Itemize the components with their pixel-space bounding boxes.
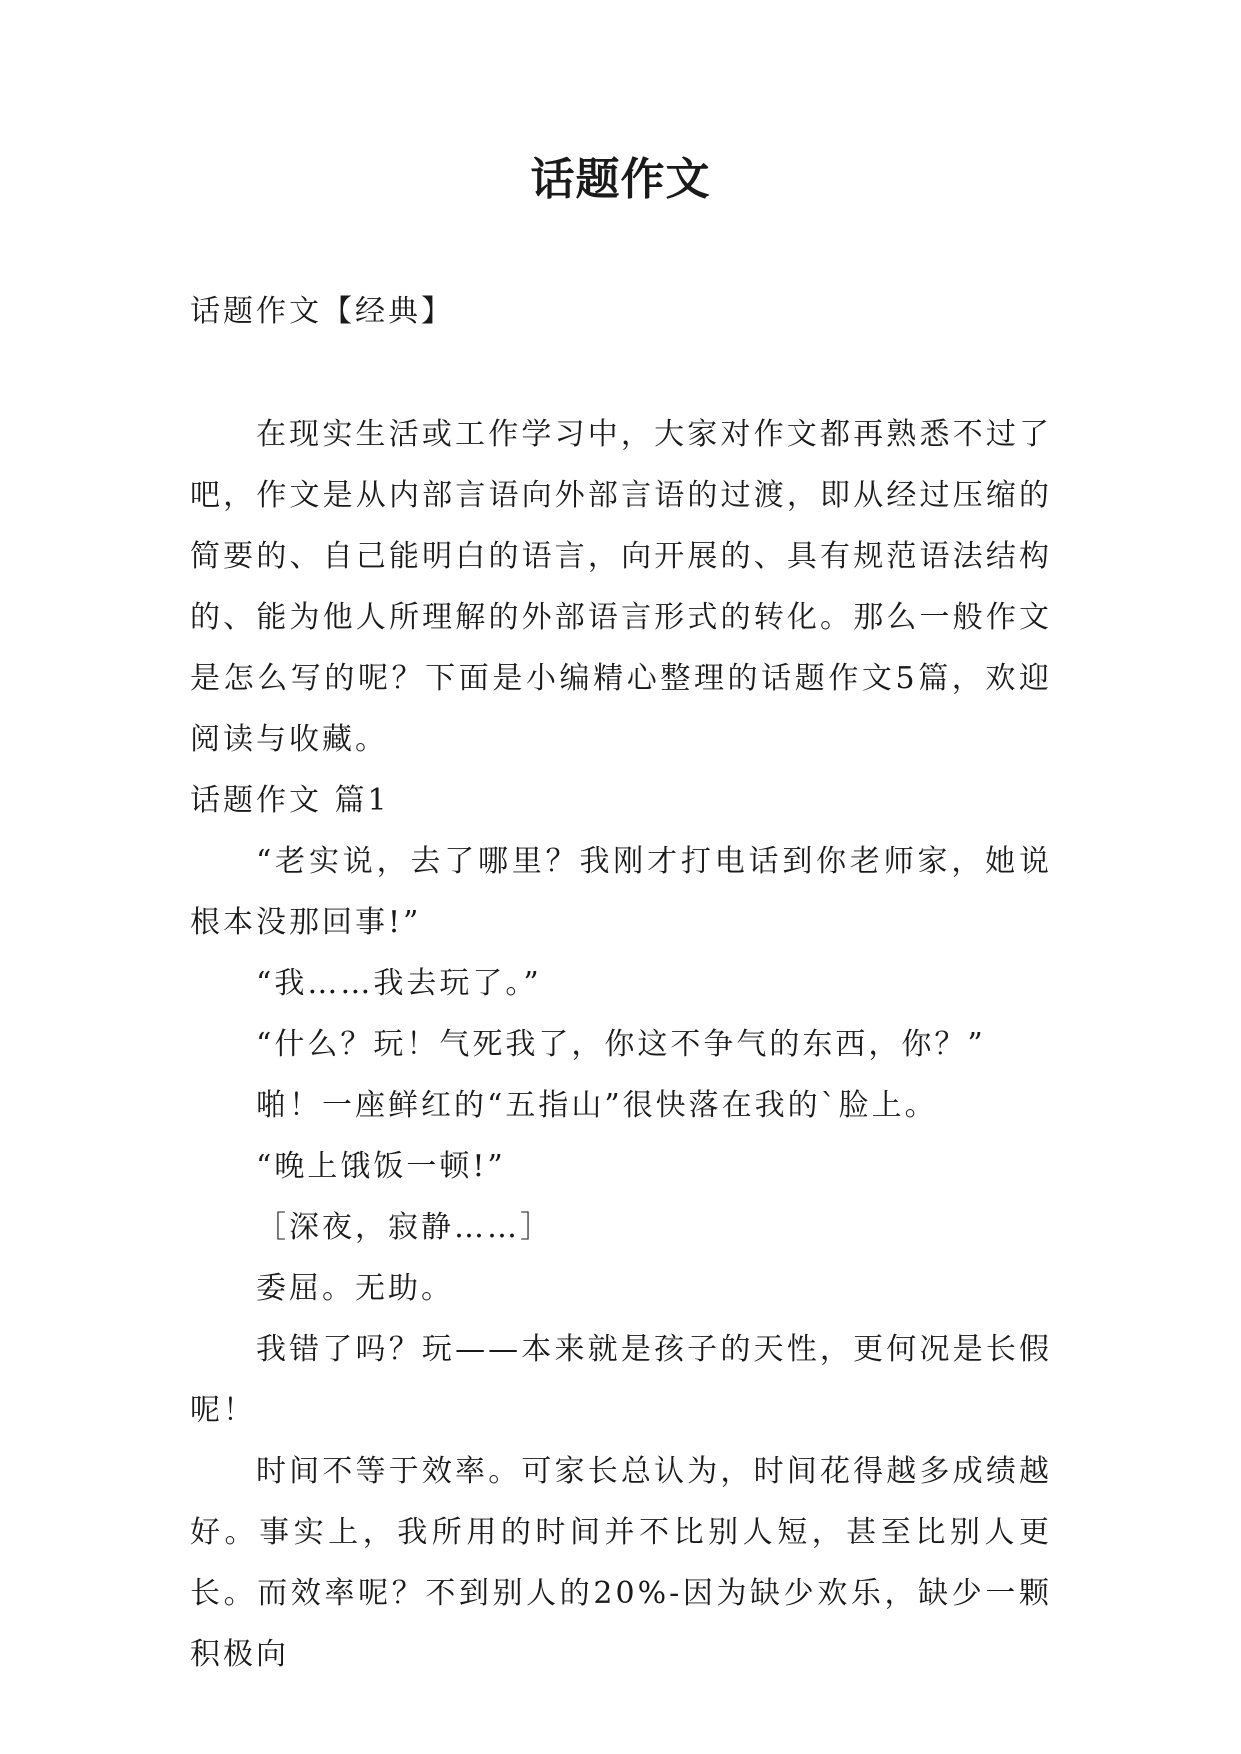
intro-paragraph: 在现实生活或工作学习中，大家对作文都再熟悉不过了吧，作文是从内部言语向外部言语的过渡，即从经过压缩的简要的、自己能明白的语言，向开展的、具有规范语法结构的、能为他人所理解的外部语言形式的转化。那么一般作文是怎么写的呢？下面是小编精心整理的话题作文5篇，欢迎阅读与收藏。 [190, 417, 1052, 757]
body-paragraph: “什么？玩！气死我了，你这不争气的东西，你？” [256, 1027, 986, 1062]
body-paragraph: “晚上饿饭一顿!” [256, 1149, 506, 1184]
body-paragraph: 委屈。无助。 [256, 1271, 454, 1306]
document-body [190, 404, 1052, 1685]
document-title: 话题作文 [530, 154, 711, 205]
document-subtitle: 话题作文【经典】 [190, 294, 454, 329]
body-paragraph: “老实说，去了哪里？我刚才打电话到你老师家，她说根本没那回事!” [190, 844, 1052, 940]
body-paragraph: ［深夜，寂静……］ [256, 1210, 553, 1245]
body-paragraph: 我错了吗？玩——本来就是孩子的天性，更何况是长假呢！ [190, 1332, 1052, 1428]
body-paragraph: “我……我去玩了。” [256, 966, 542, 1001]
body-paragraph: 啪！一座鲜红的“五指山”很快落在我的`脸上。 [256, 1088, 938, 1123]
body-paragraph: 时间不等于效率。可家长总认为，时间花得越多成绩越好。事实上，我所用的时间并不比别人短，甚至比别人更长。而效率呢？不到别人的20%-因为缺少欢乐，缺少一颗积极向 [190, 1454, 1052, 1672]
section-heading: 话题作文 篇1 [190, 783, 390, 818]
